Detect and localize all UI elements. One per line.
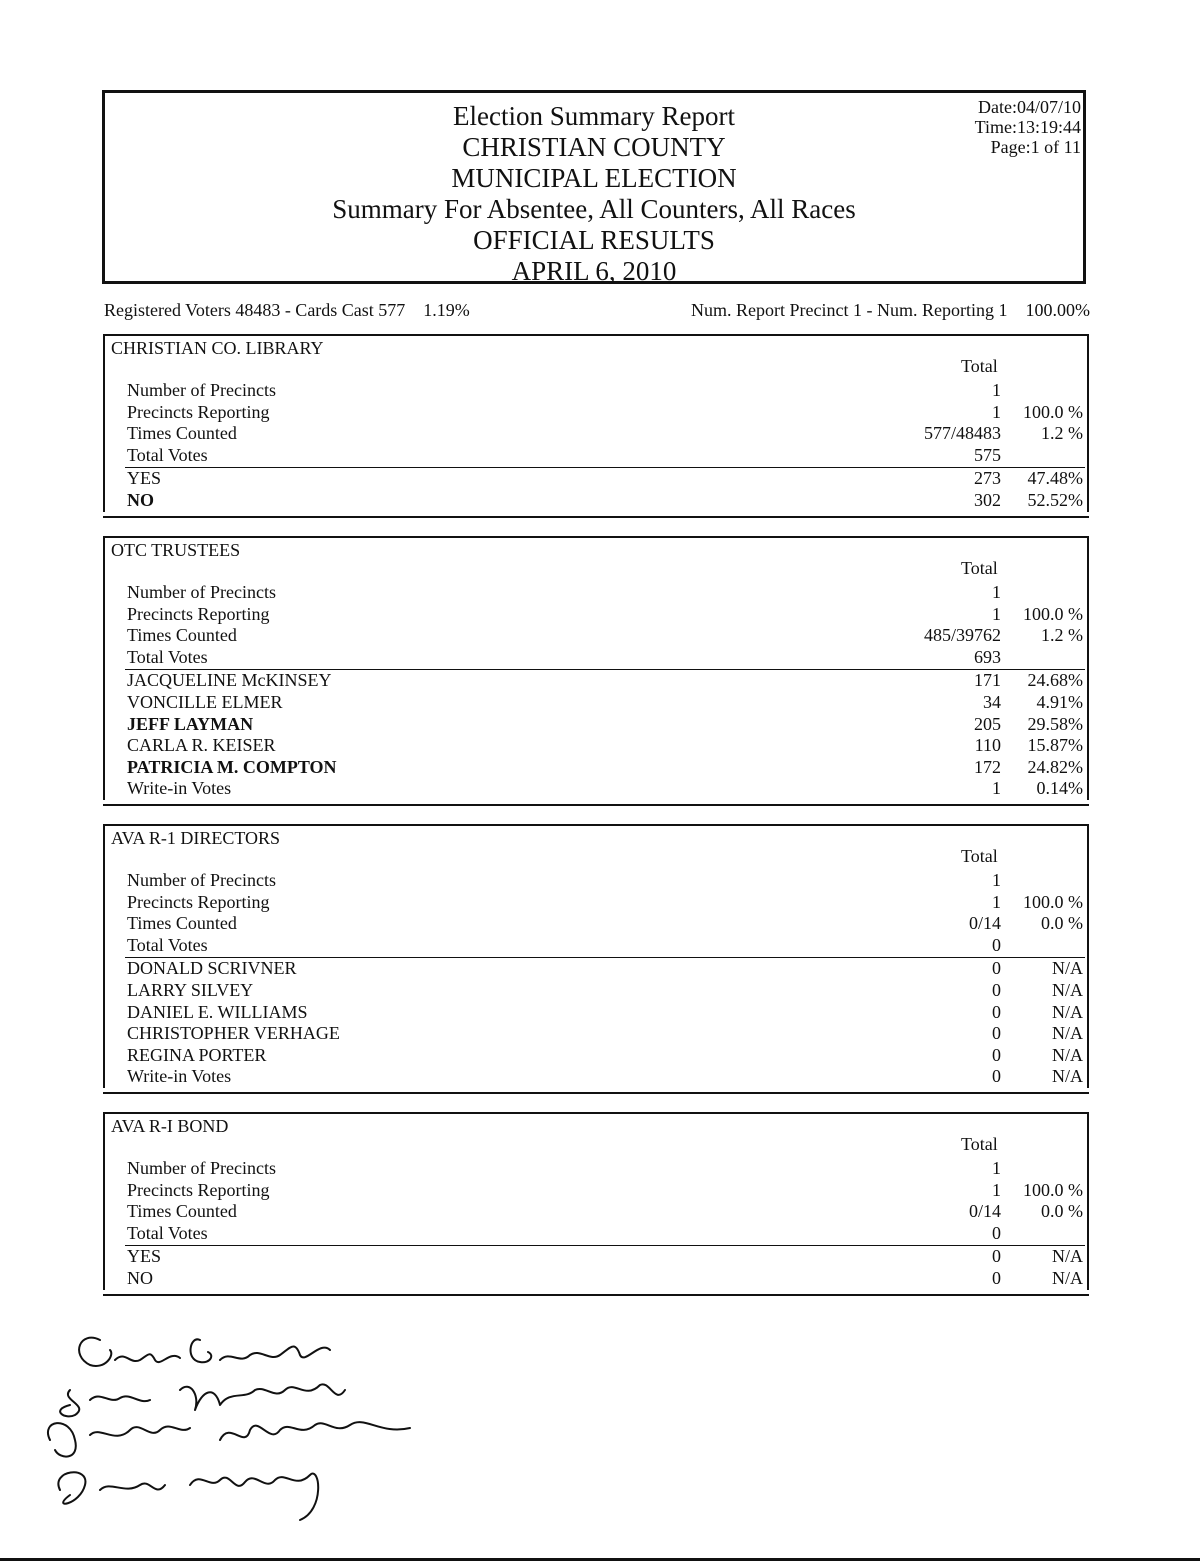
stat-label: Number of Precincts xyxy=(127,582,276,602)
stat-label: Total Votes xyxy=(127,934,208,955)
race-section xyxy=(103,334,1089,512)
vote-count: 0 xyxy=(992,1044,1001,1065)
election-type: MUNICIPAL ELECTION xyxy=(451,163,737,193)
signatures-image xyxy=(30,1320,450,1530)
vote-count: 1 xyxy=(992,380,1001,400)
total-column-header: Total xyxy=(961,1134,998,1154)
election-date: APRIL 6, 2010 xyxy=(511,256,677,286)
vote-percent: 0.0 % xyxy=(1041,913,1083,934)
choice-row xyxy=(105,1246,1087,1268)
choice-name: VONCILLE ELMER xyxy=(127,692,283,712)
vote-count: 575 xyxy=(974,444,1001,465)
race-title: AVA R-1 DIRECTORS xyxy=(111,828,281,848)
report-meta xyxy=(975,97,1081,157)
report-header-box xyxy=(102,90,1086,284)
county-name: CHRISTIAN COUNTY xyxy=(462,132,726,162)
vote-percent: N/A xyxy=(1052,1044,1083,1065)
vote-percent: N/A xyxy=(1052,980,1083,1000)
stat-label: Times Counted xyxy=(127,625,237,646)
vote-count: 1 xyxy=(992,603,1001,624)
vote-percent: 24.82% xyxy=(1027,756,1083,777)
vote-percent: N/A xyxy=(1052,1066,1083,1087)
stat-row xyxy=(105,625,1087,647)
stat-row xyxy=(105,1158,1087,1180)
choice-name: JACQUELINE McKINSEY xyxy=(127,670,332,691)
choice-row xyxy=(105,490,1087,512)
stat-row xyxy=(105,935,1087,957)
race-title: AVA R-I BOND xyxy=(111,1116,229,1136)
stat-row xyxy=(105,380,1087,402)
choice-name: Write-in Votes xyxy=(127,1066,232,1087)
vote-percent: 47.48% xyxy=(1027,468,1083,489)
race-bottom-rule xyxy=(103,1294,1089,1296)
vote-count: 0 xyxy=(992,1268,1001,1288)
choice-row xyxy=(105,778,1087,800)
report-time: Time:13:19:44 xyxy=(974,117,1081,137)
vote-count: 110 xyxy=(974,735,1001,756)
vote-percent: 1.2 % xyxy=(1041,625,1083,646)
stat-label: Precincts Reporting xyxy=(127,401,270,422)
race-bottom-rule xyxy=(103,804,1089,806)
total-column-header: Total xyxy=(961,846,998,866)
race-section xyxy=(103,824,1089,1088)
choice-name: NO xyxy=(127,490,154,510)
vote-percent: 1.2 % xyxy=(1041,423,1083,444)
vote-count: 1 xyxy=(992,778,1001,799)
vote-percent: 100.0 % xyxy=(1023,401,1083,422)
stat-label: Precincts Reporting xyxy=(127,891,270,912)
vote-count: 302 xyxy=(974,490,1001,510)
race-section xyxy=(103,1112,1089,1290)
stat-label: Times Counted xyxy=(127,423,237,444)
report-date: Date:04/07/10 xyxy=(978,97,1081,117)
choice-name: YES xyxy=(127,468,162,489)
vote-count: 1 xyxy=(992,891,1001,912)
vote-percent: 100.0 % xyxy=(1023,891,1083,912)
results-status: OFFICIAL RESULTS xyxy=(473,225,715,255)
vote-percent: N/A xyxy=(1052,1268,1083,1288)
stat-label: Times Counted xyxy=(127,913,237,934)
vote-count: 0 xyxy=(992,934,1001,955)
stat-row xyxy=(105,402,1087,424)
summary-scope: Summary For Absentee, All Counters, All Races xyxy=(332,194,856,224)
choice-row xyxy=(105,958,1087,980)
vote-count: 0 xyxy=(992,1246,1001,1267)
vote-percent: 100.0 % xyxy=(1023,603,1083,624)
report-title-block xyxy=(105,101,1083,287)
race-title: OTC TRUSTEES xyxy=(111,540,241,560)
vote-count: 1 xyxy=(992,1158,1001,1178)
choice-row xyxy=(105,1023,1087,1045)
vote-count: 1 xyxy=(992,401,1001,422)
stat-row xyxy=(105,870,1087,892)
vote-count: 0 xyxy=(992,1222,1001,1243)
stat-row xyxy=(105,1180,1087,1202)
vote-percent: N/A xyxy=(1052,958,1083,979)
choice-name: CHRISTOPHER VERHAGE xyxy=(127,1023,340,1044)
choice-name: PATRICIA M. COMPTON xyxy=(127,756,337,777)
vote-count: 0/14 xyxy=(968,1201,1001,1222)
choice-name: DANIEL E. WILLIAMS xyxy=(127,1001,308,1022)
stat-label: Times Counted xyxy=(127,1201,237,1222)
vote-count: 205 xyxy=(974,713,1001,734)
stat-label: Number of Precincts xyxy=(127,380,276,400)
choice-row xyxy=(105,1268,1087,1290)
choice-name: NO xyxy=(127,1268,153,1288)
choice-name: Write-in Votes xyxy=(127,778,232,799)
stat-row xyxy=(105,1223,1087,1245)
choice-row xyxy=(105,757,1087,779)
stat-label: Total Votes xyxy=(127,646,208,667)
vote-count: 172 xyxy=(974,756,1001,777)
vote-count: 273 xyxy=(974,468,1001,489)
precinct-reporting-summary: Num. Report Precinct 1 - Num. Reporting 1 100.00% xyxy=(691,300,1090,320)
vote-count: 0 xyxy=(992,958,1001,979)
vote-percent: 52.52% xyxy=(1027,490,1083,510)
stat-row xyxy=(105,647,1087,669)
choice-name: CARLA R. KEISER xyxy=(127,735,276,756)
choice-row xyxy=(105,1002,1087,1024)
stat-row xyxy=(105,445,1087,467)
vote-percent: N/A xyxy=(1052,1023,1083,1044)
total-column-header: Total xyxy=(961,558,998,578)
vote-count: 0 xyxy=(992,1066,1001,1087)
page-bottom-rule xyxy=(0,1558,1200,1561)
vote-percent: 29.58% xyxy=(1027,713,1083,734)
choice-row xyxy=(105,1066,1087,1088)
choice-row xyxy=(105,692,1087,714)
vote-count: 577/48483 xyxy=(923,423,1001,444)
choice-row xyxy=(105,714,1087,736)
vote-count: 0 xyxy=(992,1001,1001,1022)
vote-count: 171 xyxy=(974,670,1001,691)
vote-percent: N/A xyxy=(1052,1246,1083,1267)
choice-row xyxy=(105,980,1087,1002)
stat-row xyxy=(105,892,1087,914)
stat-label: Number of Precincts xyxy=(127,1158,276,1178)
vote-count: 1 xyxy=(992,1179,1001,1200)
vote-count: 0/14 xyxy=(968,913,1001,934)
race-bottom-rule xyxy=(103,516,1089,518)
registered-voters-summary: Registered Voters 48483 - Cards Cast 577 1.19% xyxy=(104,300,470,320)
vote-count: 1 xyxy=(992,870,1001,890)
choice-row xyxy=(105,1045,1087,1067)
stat-label: Precincts Reporting xyxy=(127,603,270,624)
vote-percent: 15.87% xyxy=(1027,735,1083,756)
total-column-header: Total xyxy=(961,356,998,376)
stat-row xyxy=(105,604,1087,626)
stat-label: Total Votes xyxy=(127,444,208,465)
stat-label: Number of Precincts xyxy=(127,870,276,890)
vote-percent: 0.0 % xyxy=(1041,1201,1083,1222)
vote-count: 0 xyxy=(992,1023,1001,1044)
stat-row xyxy=(105,913,1087,935)
choice-row xyxy=(105,735,1087,757)
vote-count: 485/39762 xyxy=(923,625,1001,646)
vote-percent: 4.91% xyxy=(1036,692,1083,712)
vote-count: 1 xyxy=(992,582,1001,602)
vote-percent: 24.68% xyxy=(1027,670,1083,691)
choice-name: JEFF LAYMAN xyxy=(127,713,254,734)
stat-label: Total Votes xyxy=(127,1222,208,1243)
choice-name: DONALD SCRIVNER xyxy=(127,958,297,979)
stat-row xyxy=(105,1201,1087,1223)
vote-percent: 0.14% xyxy=(1036,778,1083,799)
choice-name: REGINA PORTER xyxy=(127,1044,267,1065)
race-title: CHRISTIAN CO. LIBRARY xyxy=(111,338,324,358)
race-bottom-rule xyxy=(103,1092,1089,1094)
report-title: Election Summary Report xyxy=(453,101,735,131)
vote-count: 0 xyxy=(992,980,1001,1000)
vote-count: 693 xyxy=(974,646,1001,667)
race-section xyxy=(103,536,1089,800)
choice-name: YES xyxy=(127,1246,162,1267)
choice-row xyxy=(105,468,1087,490)
vote-percent: N/A xyxy=(1052,1001,1083,1022)
stat-row xyxy=(105,423,1087,445)
page-number: Page:1 of 11 xyxy=(990,137,1081,157)
vote-count: 34 xyxy=(983,692,1001,712)
choice-name: LARRY SILVEY xyxy=(127,980,254,1000)
vote-percent: 100.0 % xyxy=(1023,1179,1083,1200)
stat-label: Precincts Reporting xyxy=(127,1179,270,1200)
stat-row xyxy=(105,582,1087,604)
choice-row xyxy=(105,670,1087,692)
